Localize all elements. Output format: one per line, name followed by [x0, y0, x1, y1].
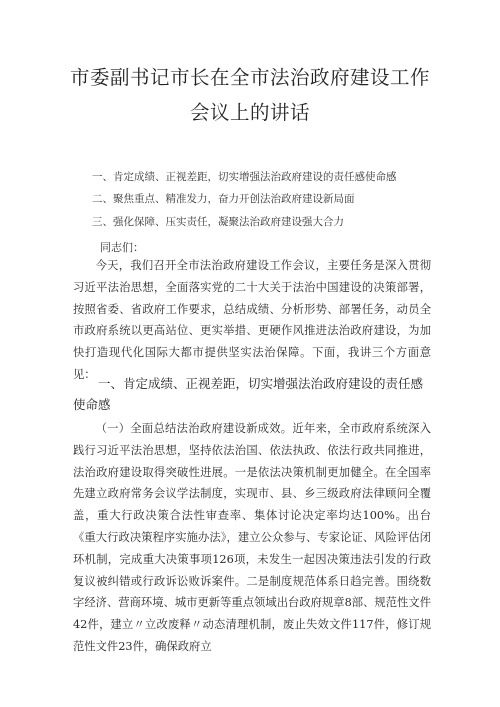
greeting: 同志们：: [100, 241, 144, 254]
section-1-paragraph: （一）全面总结法治政府建设新成效。近年来，全市政府系统深入践行习近平法治思想，坚持依法治国、依法执政、依法行政共同推进，法治政府建设取得突破性进展。一是依法决策机制更加健全。在全国率先建立政府常务会议学法制度，实现市、县、乡三级政府法律顾问全覆盖，重大行政决策合法性审查率、集体讨论决定率均达100%。出台《重大行政决策程序实施办法》，建立公众参与、专家论证、风险评估闭环机制，完成重大决策事项126项，未发生一起因决策违法引发的行政复议被纠错或行政诉讼败诉案件。二是制度规范体系日趋完善。围绕数字经济、营商环境、城市更新等重点领域出台政府规章8部、规范性文件42件，建立〃立改废释〃动态清理机制，废止失效文件117件，修订规范性文件23件，确保政府立: [73, 422, 431, 653]
document-title-line-1: 市委副书记市长在全市法治政府建设工作: [69, 66, 430, 89]
toc-item-1: 一、肯定成绩、正视差距，切实增强法治政府建设的责任感使命感: [92, 171, 397, 183]
document-title-line-2: 会议上的讲话: [189, 101, 310, 124]
toc-item-3: 三、强化保障、压实责任，凝聚法治政府建设强大合力: [92, 216, 344, 228]
toc-item-2: 二、聚焦重点、精准发力，奋力开创法治政府建设新局面: [92, 193, 355, 205]
intro-paragraph: 今天，我们召开全市法治政府建设工作会议，主要任务是深入贯彻习近平法治思想，全面落实党的二十大关于法治中国建设的决策部署，按照省委、省政府工作要求，总结成绩、分析形势、部署任务，动员全市政府系统以更高站位、更实举措、更硬作风推进法治政府建设，为加快打造现代化国际大都市提供坚实法治保障。下面，我讲三个方面意见：: [73, 259, 431, 381]
section-1-heading: 一、肯定成绩、正视差距，切实增强法治政府建设的责任感使命感: [73, 376, 424, 412]
